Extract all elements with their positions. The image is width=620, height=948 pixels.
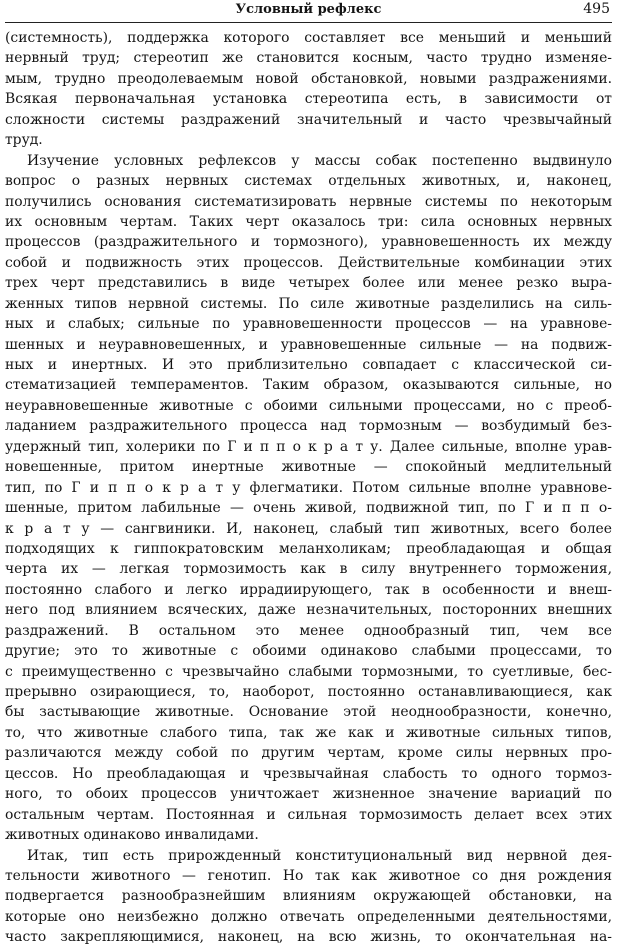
text-line: (системность), поддержка которого составляет все меньший и меньший — [5, 30, 612, 46]
text-line: ладанием раздражительного процесса над тормозным — возбудимый без- — [5, 418, 612, 435]
text-line: ных и слабых; сильные по уравновешенности процессов — на уравнове- — [5, 316, 612, 333]
text-line: женных типов нервной системы. По силе животные разделились на силь- — [5, 295, 612, 312]
text-line: нервный труд; стереотип же становится косным, часто трудно изменяе- — [5, 50, 612, 67]
text-line: него под влиянием всяческих, даже незначительных, посторонних внешних — [5, 602, 612, 619]
text-line: различаются между собой по другим чертам, кроме силы нервных про- — [5, 745, 612, 762]
text-line: Всякая первоначальная установка стереотипа есть, в зависимости от — [5, 91, 612, 108]
running-head-title: Условный рефлекс — [235, 2, 382, 17]
page-header — [5, 0, 612, 23]
text-line: остальным чертам. Постоянная и сильная тормозимость делает всех этих — [5, 806, 612, 823]
text-line: тип, по Г и п п о к р а т у флегматики. Потом сильные вполне уравнове- — [5, 479, 612, 496]
text-line: цессов. Но преобладающая и чрезвычайная слабость то одного тормоз- — [5, 765, 612, 782]
text-line: удержный тип, холерики по Г и п п о к р а т у. Далее сильные, вполне урав- — [5, 438, 612, 455]
text-line: Итак, тип есть прирожденный конституциональный вид нервной дея- — [27, 847, 612, 864]
text-line: которые оно неизбежно должно отвечать определенными деятельностями, — [5, 908, 612, 925]
text-line: мым, трудно преодолеваемым новой обстановкой, новыми раздражениями. — [5, 70, 612, 87]
text-line: трех черт представились в виде четырех более или менее резко выра- — [5, 275, 612, 292]
text-line: их основным чертам. Таких черт оказалось три: сила основных нервных — [5, 213, 612, 230]
body-text — [5, 28, 612, 948]
text-line: шенные, притом лабильные — очень живой, подвижной тип, по Г и п п о- — [5, 500, 612, 517]
text-line: животных одинаково инвалидами. — [5, 827, 259, 844]
text-line: бы застывающие животные. Основание этой неоднообразности, конечно, — [5, 704, 612, 721]
text-line: часто закрепляющимися, наконец, на всю жизнь, то окончательная на- — [5, 929, 612, 946]
text-line: неуравновешенные животные с обоими сильными процессами, но с преоб- — [5, 397, 612, 414]
text-line: то, что животные слабого типа, так же как и животные сильных типов, — [5, 724, 612, 741]
text-line: постоянно слабого и легко иррадиирующего, так в особенности и внеш- — [5, 581, 612, 598]
text-line: с преимущественно с чрезвычайно слабыми тормозными, то суетливые, бес- — [5, 663, 612, 680]
text-line: сложности системы раздражений значительный и часто чрезвычайный — [5, 111, 612, 128]
text-line: другие; это то животные с обоими одинаково слабыми процессами, то — [5, 643, 612, 660]
text-line: подходящих к гиппократовским меланхоликам; преобладающая и общая — [5, 540, 612, 557]
text-line: стематизацией темпераментов. Таким образом, оказываются сильные, но — [5, 377, 612, 394]
page-number: 495 — [583, 1, 610, 17]
text-line: новешенные, притом инертные животные — спокойный медлительный — [5, 459, 612, 476]
paragraph — [5, 151, 612, 846]
text-line: труд. — [5, 132, 43, 149]
paragraph — [5, 846, 612, 948]
text-line: раздражений. В остальном это менее однообразный тип, чем все — [5, 622, 612, 639]
text-line: вопрос о разных нервных системах отдельных животных, и, наконец, — [5, 173, 612, 190]
text-line: тельности животного — генотип. Но так как животное со дня рождения — [5, 867, 612, 884]
text-line: ных и инертных. И это приблизительно совпадает с классической си- — [5, 357, 612, 373]
text-line: подвергается разнообразнейшим влияниям окружающей обстановки, на — [5, 888, 612, 905]
text-line: собой и подвижность этих процессов. Действительные комбинации этих — [5, 254, 612, 271]
text-line: получились основания систематизировать нервные системы по некоторым — [5, 193, 612, 210]
text-line: процессов (раздражительного и тормозного), уравновешенность их между — [5, 234, 612, 251]
text-line: черта их — легкая тормозимость как в силу внутреннего торможения, — [5, 561, 612, 578]
text-line: шенных и неуравновешенных, и уравновешенные сильные — на подвиж- — [5, 336, 612, 353]
text-line: к р а т у — сангвиники. И, наконец, слабый тип животных, всего более — [5, 520, 612, 537]
text-line: ного, то обоих процессов уничтожает жизненное значение вариаций по — [5, 786, 612, 803]
paragraph — [5, 28, 612, 151]
text-line: прерывно озирающиеся, то, наоборот, постоянно останавливающиеся, как — [5, 684, 612, 700]
text-line: Изучение условных рефлексов у массы собак постепенно выдвинуло — [27, 152, 612, 169]
